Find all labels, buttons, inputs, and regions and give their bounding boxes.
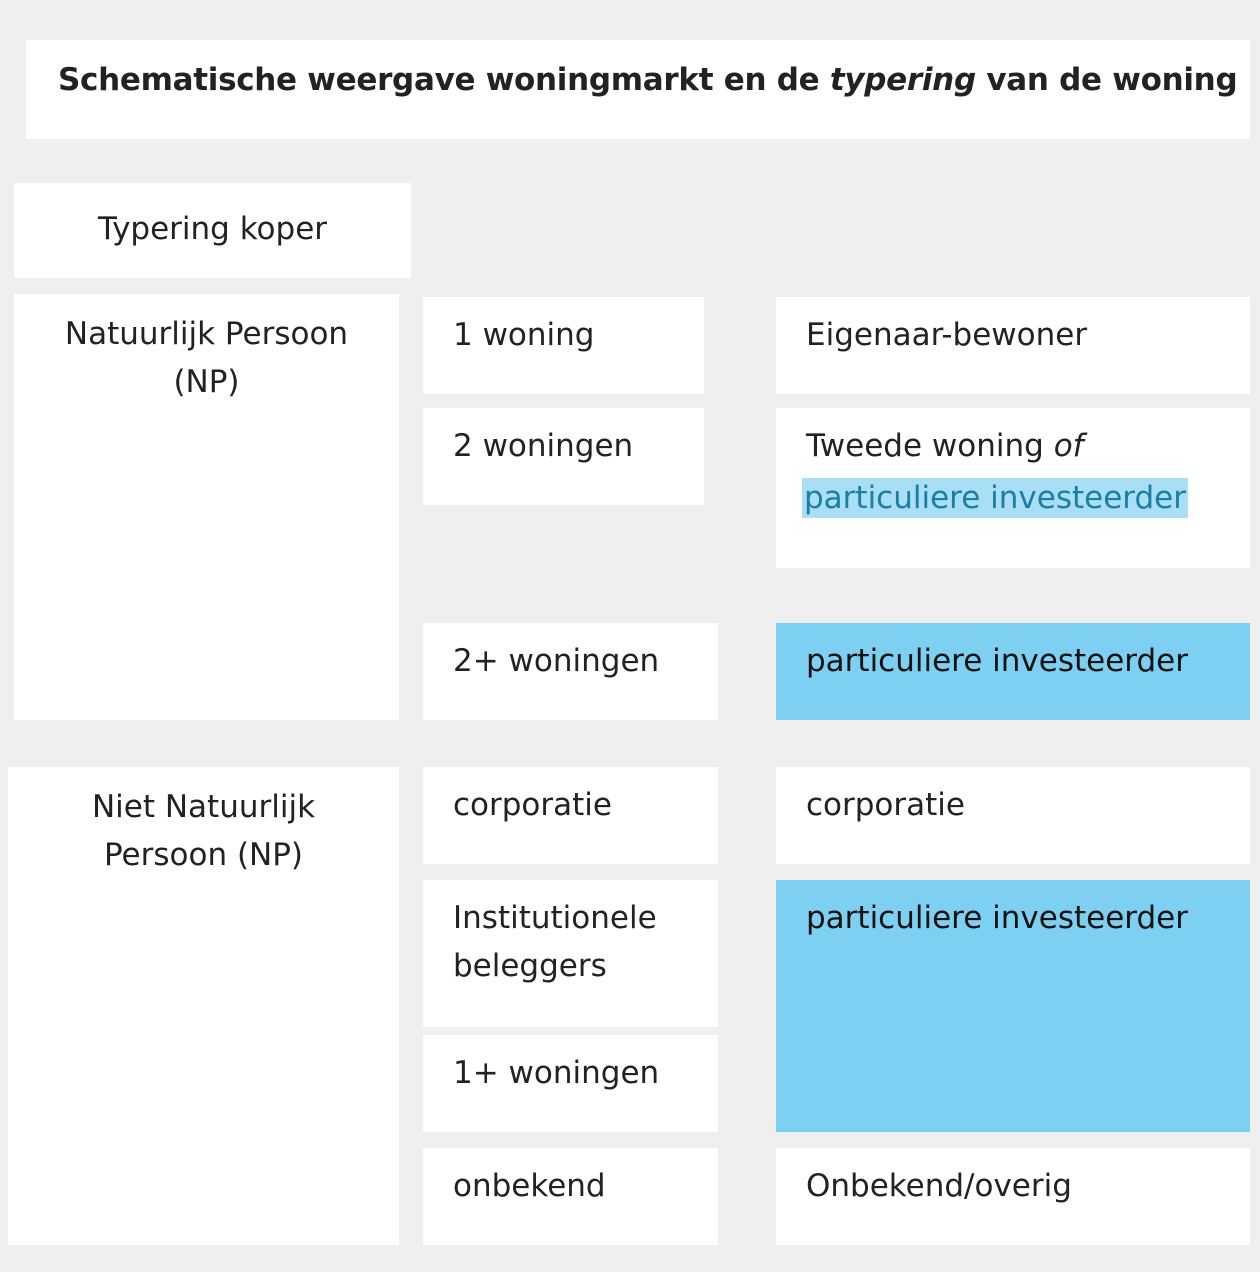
count-label: 2+ woningen	[453, 643, 660, 679]
type-particuliere-investeerder-nnp	[776, 880, 1250, 1132]
count-onbekend	[423, 1148, 718, 1245]
type-label: Onbekend/overig	[806, 1168, 1072, 1204]
count-1plus-woningen	[423, 1035, 718, 1132]
group-nnp-label: Niet Natuurlijk Persoon (NP)	[91, 789, 316, 873]
count-corporatie	[423, 767, 718, 864]
count-1-woning	[423, 297, 704, 394]
type-tweede-woning	[776, 408, 1250, 568]
type-onbekend-overig	[776, 1148, 1250, 1245]
type-particuliere-investeerder-np	[776, 623, 1250, 720]
type-or: of	[1053, 428, 1084, 464]
count-label: 1 woning	[453, 317, 595, 353]
title-emph: typering	[829, 62, 976, 98]
type-line1: Tweede woning	[806, 428, 1044, 464]
diagram-title	[26, 40, 1250, 139]
count-label: 1+ woningen	[453, 1055, 660, 1091]
type-label: particuliere investeerder	[806, 900, 1188, 936]
title-before: Schematische weergave woningmarkt en de	[58, 62, 820, 98]
type-label: Eigenaar-bewoner	[806, 317, 1088, 353]
type-label: particuliere investeerder	[806, 643, 1188, 679]
type-corporatie	[776, 767, 1250, 864]
type-label: corporatie	[806, 787, 965, 823]
group-nnp	[8, 767, 399, 1245]
type-line2-highlight: particuliere investeerder	[804, 480, 1186, 516]
count-institutionele-beleggers	[423, 880, 718, 1027]
count-label: corporatie	[453, 787, 612, 823]
title-after: van de woning	[986, 62, 1238, 98]
group-np-label: Natuurlijk Persoon (NP)	[64, 316, 349, 400]
typering-koper-label: Typering koper	[97, 211, 328, 247]
typering-koper-header	[14, 183, 411, 278]
group-np	[14, 294, 399, 720]
count-label: Institutionele beleggers	[453, 900, 657, 984]
count-label: onbekend	[453, 1168, 606, 1204]
count-2plus-woningen	[423, 623, 718, 720]
count-label: 2 woningen	[453, 428, 634, 464]
type-eigenaar-bewoner	[776, 297, 1250, 394]
count-2-woningen	[423, 408, 704, 505]
